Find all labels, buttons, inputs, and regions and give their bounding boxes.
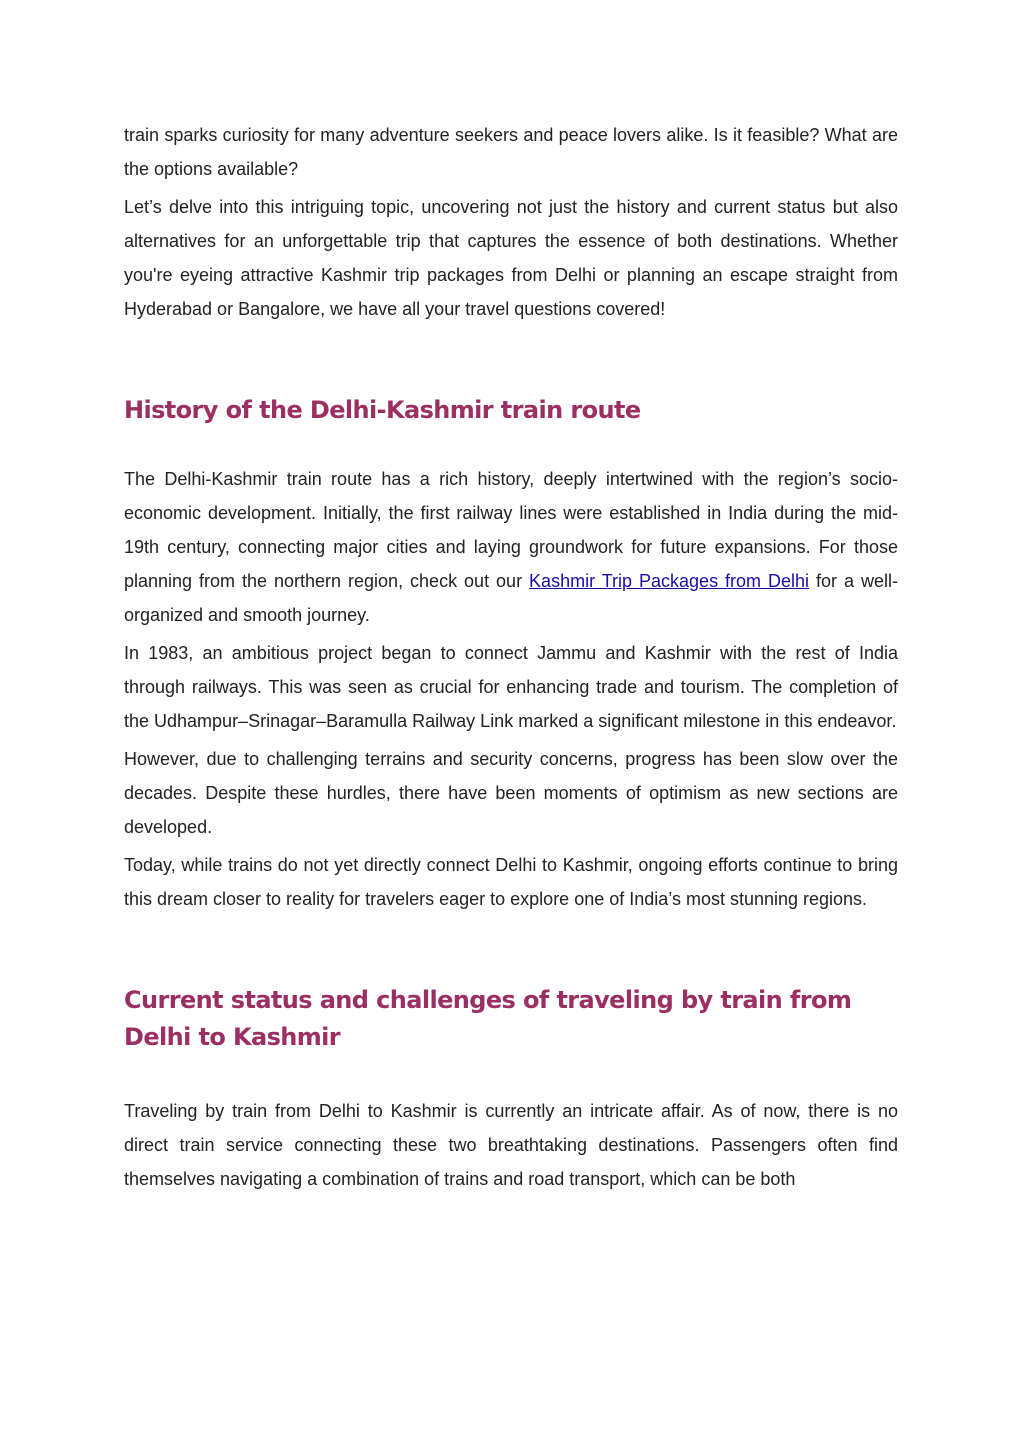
intro-paragraph-1: train sparks curiosity for many adventure seekers and peace lovers alike. Is it feasible? What are the options available? — [124, 125, 898, 179]
history-paragraph-4: Today, while trains do not yet directly connect Delhi to Kashmir, ongoing efforts continue to bring this dream closer to reality for travelers eager to explore one of India’s most stunning regions. — [124, 855, 898, 909]
history-paragraph-1-text-before: The Delhi-Kashmir train route has a rich history, deeply intertwined with the region’s socio-economic development. Initially, the first railway lines were established in India during the mid-19th century, connecting major cities and laying groundwork for future expansions. For those planning from the northern region, check out our — [124, 469, 898, 591]
history-heading: History of the Delhi-Kashmir train route — [124, 396, 641, 424]
history-paragraph-3: However, due to challenging terrains and security concerns, progress has been slow over the decades. Despite these hurdles, there have been moments of optimism as new sections are developed. — [124, 749, 898, 837]
history-paragraph-1 — [124, 462, 898, 632]
history-paragraph-1-text-after: for a well-organized and smooth journey. — [124, 571, 898, 625]
current-status-paragraph-1: Traveling by train from Delhi to Kashmir is currently an intricate affair. As of now, there is no direct train service connecting these two breathtaking destinations. Passengers often find themselves navigating a combination of trains and road transport, which can be both — [124, 1101, 898, 1189]
document-page — [124, 118, 898, 1200]
current-status-heading: Current status and challenges of traveling by train from Delhi to Kashmir — [124, 986, 852, 1051]
history-paragraph-2: In 1983, an ambitious project began to connect Jammu and Kashmir with the rest of India through railways. This was seen as crucial for enhancing trade and tourism. The completion of the Udhampur–Srinagar–Baramulla Railway Link marked a significant milestone in this endeavor. — [124, 643, 898, 731]
intro-paragraph-2: Let’s delve into this intriguing topic, uncovering not just the history and current status but also alternatives for an unforgettable trip that captures the essence of both destinations. Whether you're eyeing attractive Kashmir trip packages from Delhi or planning an escape straight from Hyderabad or Bangalore, we have all your travel questions covered! — [124, 197, 898, 319]
kashmir-trip-packages-link[interactable]: Kashmir Trip Packages from Delhi — [529, 571, 810, 591]
